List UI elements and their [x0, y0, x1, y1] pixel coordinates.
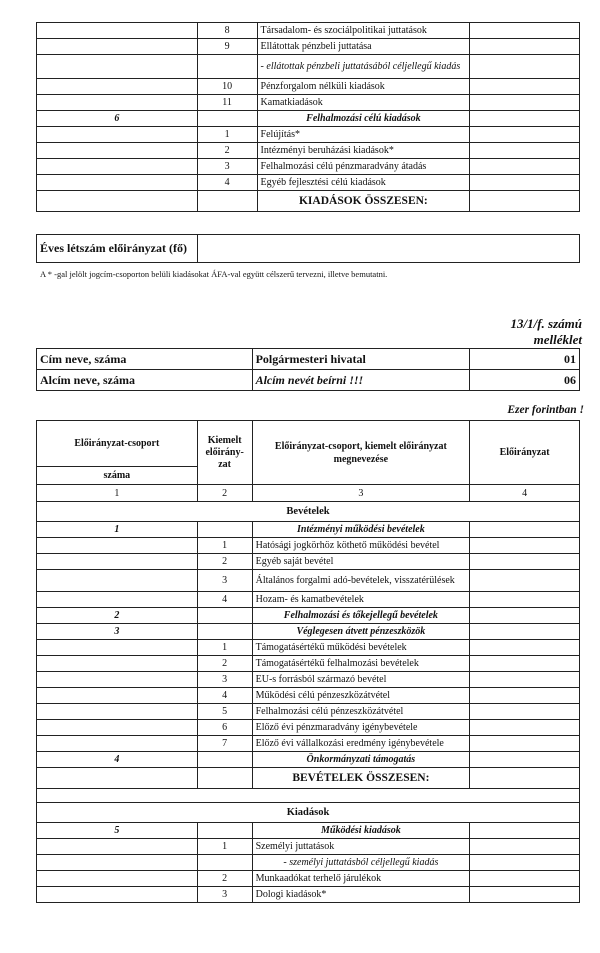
table-row: [37, 768, 580, 789]
header-amount: Előirányzat: [470, 421, 580, 485]
group-number-cell: [37, 143, 198, 159]
amount-cell: [470, 839, 580, 855]
description-cell: Felhalmozási célú kiadások: [257, 111, 470, 127]
table-row: [37, 554, 580, 570]
item-number-cell: 1: [197, 538, 252, 554]
col-number-4: 4: [470, 485, 580, 502]
amount-cell: [470, 127, 580, 143]
col-number-1: 1: [37, 485, 198, 502]
top-expense-table: [36, 22, 580, 212]
table-row: [37, 111, 580, 127]
description-cell: EU-s forrásból származó bevétel: [252, 672, 470, 688]
group-number-cell: [37, 79, 198, 95]
amount-cell: [470, 823, 580, 839]
group-number-cell: [37, 570, 198, 592]
table-row: [37, 538, 580, 554]
amount-cell: [470, 79, 580, 95]
amount-cell: [470, 522, 580, 538]
table-row: [37, 887, 580, 903]
group-number-cell: [37, 55, 198, 79]
amount-cell: [470, 592, 580, 608]
headcount-table: [36, 234, 580, 263]
amount-cell: [470, 538, 580, 554]
description-cell: - ellátottak pénzbeli juttatásából céljellegű kiadás: [257, 55, 470, 79]
description-cell: Dologi kiadások*: [252, 887, 470, 903]
group-number-cell: [37, 871, 198, 887]
table-row: [37, 855, 580, 871]
header-description: Előirányzat-csoport, kiemelt előirányzat megnevezése: [252, 421, 470, 485]
item-number-cell: 6: [197, 720, 252, 736]
item-number-cell: 5: [197, 704, 252, 720]
table-row: [37, 624, 580, 640]
amount-cell: [470, 871, 580, 887]
description-cell: Működési célú pénzeszközátvétel: [252, 688, 470, 704]
col-number-3: 3: [252, 485, 470, 502]
title-value: Polgármesteri hivatal: [252, 349, 470, 370]
description-cell: Felhalmozási célú pénzeszközátvétel: [252, 704, 470, 720]
item-number-cell: 4: [197, 175, 257, 191]
group-number-cell: 5: [37, 823, 198, 839]
description-cell: Általános forgalmi adó-bevételek, visszatérülések: [252, 570, 470, 592]
description-cell: Támogatásértékű működési bevételek: [252, 640, 470, 656]
headcount-value-cell: [197, 235, 579, 263]
item-number-cell: [197, 823, 252, 839]
amount-cell: [470, 640, 580, 656]
item-number-cell: 3: [197, 159, 257, 175]
description-cell: Kamatkiadások: [257, 95, 470, 111]
blank-cell: [37, 789, 580, 803]
item-number-cell: 1: [197, 640, 252, 656]
item-number-cell: [197, 55, 257, 79]
item-number-cell: 2: [197, 143, 257, 159]
table-row: [37, 672, 580, 688]
group-number-cell: [37, 127, 198, 143]
description-cell: Pénzforgalom nélküli kiadások: [257, 79, 470, 95]
group-number-cell: 2: [37, 608, 198, 624]
description-cell: Intézményi működési bevételek: [252, 522, 470, 538]
item-number-cell: 3: [197, 887, 252, 903]
item-number-cell: 4: [197, 688, 252, 704]
table-row: [37, 95, 580, 111]
table-row: [37, 39, 580, 55]
group-number-cell: [37, 704, 198, 720]
table-row: [37, 522, 580, 538]
group-number-cell: [37, 23, 198, 39]
amount-cell: [470, 159, 580, 175]
header-kiemelt: Kiemelt előirány-zat: [197, 421, 252, 485]
amount-cell: [470, 720, 580, 736]
description-cell: Hozam- és kamatbevételek: [252, 592, 470, 608]
table-row: [37, 175, 580, 191]
group-number-cell: [37, 554, 198, 570]
title-label: Cím neve, száma: [37, 349, 253, 370]
amount-cell: [470, 111, 580, 127]
amount-cell: [470, 752, 580, 768]
item-number-cell: 8: [197, 23, 257, 39]
group-number-cell: 1: [37, 522, 198, 538]
table-row: [37, 143, 580, 159]
item-number-cell: [197, 191, 257, 212]
section-label: Bevételek: [37, 502, 580, 522]
item-number-cell: [197, 522, 252, 538]
item-number-cell: [197, 855, 252, 871]
budget-main-table: [36, 420, 580, 903]
item-number-cell: 7: [197, 736, 252, 752]
amount-cell: [470, 570, 580, 592]
table-row: [37, 570, 580, 592]
group-number-cell: [37, 640, 198, 656]
item-number-cell: 11: [197, 95, 257, 111]
description-cell: Személyi juttatások: [252, 839, 470, 855]
table-row: [37, 79, 580, 95]
item-number-cell: 4: [197, 592, 252, 608]
item-number-cell: 3: [197, 672, 252, 688]
subtitle-label: Alcím neve, száma: [37, 370, 253, 391]
group-number-cell: [37, 656, 198, 672]
amount-cell: [470, 736, 580, 752]
item-number-cell: 1: [197, 127, 257, 143]
item-number-cell: [197, 768, 252, 789]
description-cell: BEVÉTELEK ÖSSZESEN:: [252, 768, 470, 789]
item-number-cell: 1: [197, 839, 252, 855]
header-szama: száma: [37, 467, 198, 485]
item-number-cell: 3: [197, 570, 252, 592]
description-cell: KIADÁSOK ÖSSZESEN:: [257, 191, 470, 212]
description-cell: Hatósági jogkörhöz köthető működési bevétel: [252, 538, 470, 554]
table-row: [37, 191, 580, 212]
footnote: A * -gal jelölt jogcím-csoporton belüli kiadásokat ÁFA-val együtt célszerű tervezni, illetve bemutatni.: [40, 269, 388, 279]
amount-cell: [470, 688, 580, 704]
amount-cell: [470, 143, 580, 159]
amount-cell: [470, 656, 580, 672]
group-number-cell: [37, 672, 198, 688]
description-cell: Felhalmozási célú pénzmaradvány átadás: [257, 159, 470, 175]
table-row: [37, 704, 580, 720]
unit-note: Ezer forintban !: [507, 404, 584, 416]
table-row: [37, 871, 580, 887]
table-row: [37, 656, 580, 672]
amount-cell: [470, 191, 580, 212]
item-number-cell: 2: [197, 554, 252, 570]
amount-cell: [470, 608, 580, 624]
description-cell: Előző évi vállalkozási eredmény igénybevétele: [252, 736, 470, 752]
table-row: [37, 789, 580, 803]
group-number-cell: [37, 855, 198, 871]
table-row: [37, 803, 580, 823]
description-cell: Társadalom- és szociálpolitikai juttatások: [257, 23, 470, 39]
item-number-cell: [197, 608, 252, 624]
group-number-cell: [37, 768, 198, 789]
item-number-cell: [197, 752, 252, 768]
amount-cell: [470, 672, 580, 688]
group-number-cell: [37, 592, 198, 608]
table-row: [37, 608, 580, 624]
title-block-table: [36, 348, 580, 391]
table-row: [37, 592, 580, 608]
description-cell: Egyéb saját bevétel: [252, 554, 470, 570]
description-cell: Előző évi pénzmaradvány igénybevétele: [252, 720, 470, 736]
amount-cell: [470, 704, 580, 720]
annex-title: [510, 316, 582, 348]
table-row: [37, 688, 580, 704]
amount-cell: [470, 624, 580, 640]
group-number-cell: [37, 538, 198, 554]
item-number-cell: 9: [197, 39, 257, 55]
description-cell: Ellátottak pénzbeli juttatása: [257, 39, 470, 55]
amount-cell: [470, 855, 580, 871]
item-number-cell: [197, 111, 257, 127]
table-row: [37, 720, 580, 736]
description-cell: Működési kiadások: [252, 823, 470, 839]
table-row: [37, 502, 580, 522]
group-number-cell: [37, 159, 198, 175]
header-group: Előirányzat-csoport: [37, 421, 198, 467]
amount-cell: [470, 768, 580, 789]
amount-cell: [470, 887, 580, 903]
item-number-cell: 10: [197, 79, 257, 95]
table-row: [37, 839, 580, 855]
annex-line1: 13/1/f. számú: [510, 316, 582, 331]
group-number-cell: 6: [37, 111, 198, 127]
table-row: [37, 823, 580, 839]
table-row: [37, 736, 580, 752]
table-row: [37, 127, 580, 143]
title-code: 01: [470, 349, 580, 370]
section-label: Kiadások: [37, 803, 580, 823]
item-number-cell: 2: [197, 871, 252, 887]
item-number-cell: 2: [197, 656, 252, 672]
description-cell: Intézményi beruházási kiadások*: [257, 143, 470, 159]
col-number-2: 2: [197, 485, 252, 502]
description-cell: Munkaadókat terhelő járulékok: [252, 871, 470, 887]
table-row: [37, 23, 580, 39]
group-number-cell: [37, 720, 198, 736]
group-number-cell: 3: [37, 624, 198, 640]
subtitle-code: 06: [470, 370, 580, 391]
group-number-cell: [37, 736, 198, 752]
amount-cell: [470, 23, 580, 39]
amount-cell: [470, 554, 580, 570]
subtitle-value: Alcím nevét beírni !!!: [252, 370, 470, 391]
amount-cell: [470, 175, 580, 191]
description-cell: Önkormányzati támogatás: [252, 752, 470, 768]
group-number-cell: [37, 39, 198, 55]
table-row: [37, 159, 580, 175]
amount-cell: [470, 95, 580, 111]
amount-cell: [470, 39, 580, 55]
annex-line2: melléklet: [533, 332, 582, 347]
description-cell: - személyi juttatásból céljellegű kiadás: [252, 855, 470, 871]
description-cell: Egyéb fejlesztési célú kiadások: [257, 175, 470, 191]
group-number-cell: 4: [37, 752, 198, 768]
group-number-cell: [37, 887, 198, 903]
table-row: [37, 640, 580, 656]
group-number-cell: [37, 95, 198, 111]
headcount-label: Éves létszám előirányzat (fő): [37, 235, 198, 263]
group-number-cell: [37, 839, 198, 855]
table-row: [37, 752, 580, 768]
description-cell: Felhalmozási és tőkejellegű bevételek: [252, 608, 470, 624]
amount-cell: [470, 55, 580, 79]
description-cell: Véglegesen átvett pénzeszközök: [252, 624, 470, 640]
group-number-cell: [37, 688, 198, 704]
table-row: [37, 55, 580, 79]
description-cell: Felújítás*: [257, 127, 470, 143]
group-number-cell: [37, 175, 198, 191]
item-number-cell: [197, 624, 252, 640]
description-cell: Támogatásértékű felhalmozási bevételek: [252, 656, 470, 672]
group-number-cell: [37, 191, 198, 212]
